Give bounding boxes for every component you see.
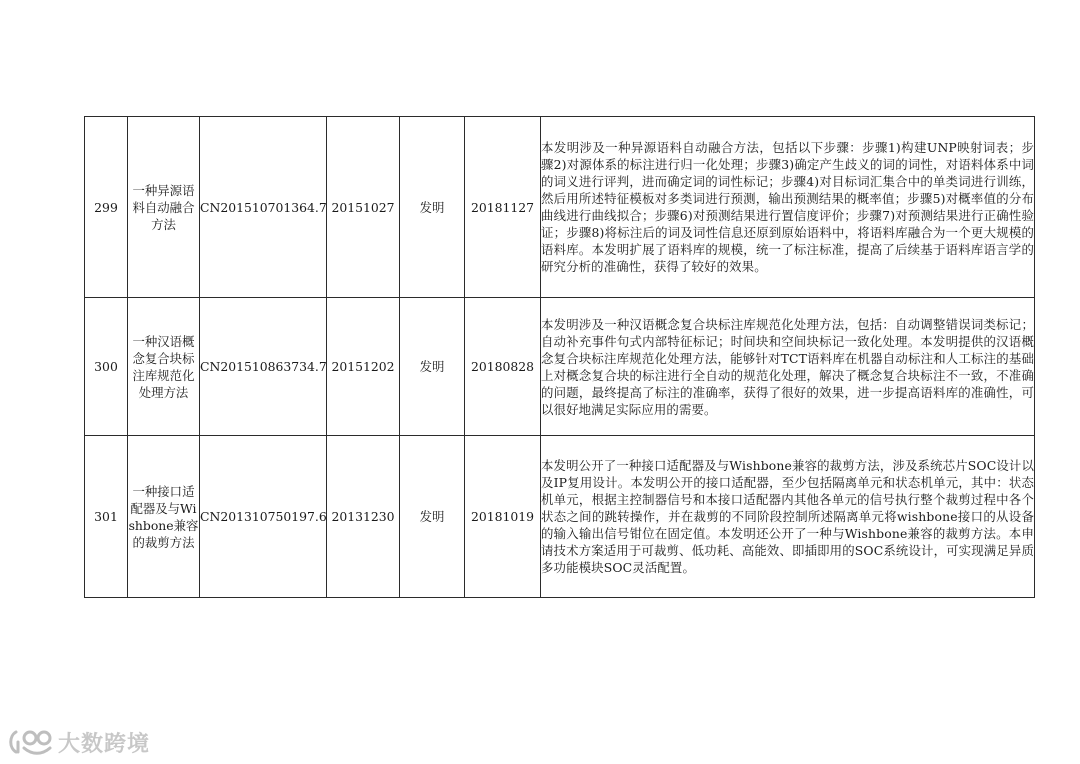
patent-table [84,116,1035,598]
patent-type: 发明 [400,117,465,298]
patent-name: 一种异源语料自动融合方法 [128,117,200,298]
patent-abstract: 本发明涉及一种汉语概念复合块标注库规范化处理方法，包括：自动调整错误词类标记；自动补充事件句式内部特征标记；时间块和空间块标记一致化处理。本发明提供的汉语概念复合块标注库规范化处理方法，能够针对TCT语料库在机器自动标注和人工标注的基础上对概念复合块的标注进行全自动的规范化处理，解决了概念复合块标注不一致，不准确的问题，最终提高了标注的准确率，获得了很好的效果，进一步提高语料库的准确性，可以很好地满足实际应用的需要。 [541,298,1035,436]
application-date: 20131230 [327,436,400,598]
patent-type: 发明 [400,436,465,598]
application-date: 20151202 [327,298,400,436]
application-date: 20151027 [327,117,400,298]
patent-abstract: 本发明涉及一种异源语料自动融合方法，包括以下步骤：步骤1)构建UNP映射词表；步骤2)对源体系的标注进行归一化处理；步骤3)确定产生歧义的词的词性，对语料体系中词的词义进行评判，进而确定词的词性标记；步骤4)对目标词汇集合中的单类词进行训练，然后用所述特征模板对多类词进行预测，输出预测结果的概率值；步骤5)对概率值的分布曲线进行曲线拟合；步骤6)对预测结果进行置信度评价；步骤7)对预测结果进行正确性验证；步骤8)将标注后的词及词性信息还原到原始语料中，将语料库融合为一个更大规模的语料库。本发明扩展了语料库的规模，统一了标注标准，提高了后续基于语料库语言学的研究分析的准确性，获得了较好的效果。 [541,117,1035,298]
brand-logo-icon [6,722,56,762]
watermark-text: 大数跨境 [58,731,151,757]
patent-name: 一种汉语概念复合块标注库规范化处理方法 [128,298,200,436]
row-number: 299 [85,117,128,298]
grant-date: 20181019 [465,436,541,598]
patent-abstract: 本发明公开了一种接口适配器及与Wishbone兼容的裁剪方法，涉及系统芯片SOC设计以及IP复用设计。本发明公开的接口适配器，至少包括隔离单元和状态机单元，其中：状态机单元，根据主控制器信号和本接口适配器内其他各单元的信号执行整个裁剪过程中各个状态之间的跳转操作，并在裁剪的不同阶段控制所述隔离单元将wishbone接口的从设备的输入输出信号钳位在固定值。本发明还公开了一种与Wishbone兼容的裁剪方法。本申请技术方案适用于可裁剪、低功耗、高能效、即插即用的SOC系统设计，可实现满足异质多功能模块SOC灵活配置。 [541,436,1035,598]
grant-date: 20180828 [465,298,541,436]
table-row [85,117,1035,298]
watermark [6,722,150,762]
patent-type: 发明 [400,298,465,436]
grant-date: 20181127 [465,117,541,298]
row-number: 301 [85,436,128,598]
row-number: 300 [85,298,128,436]
application-number: CN201510863734.7 [200,298,327,436]
application-number: CN201510701364.7 [200,117,327,298]
table-row [85,298,1035,436]
table-row [85,436,1035,598]
patent-name: 一种接口适配器及与Wishbone兼容的裁剪方法 [128,436,200,598]
application-number: CN201310750197.6 [200,436,327,598]
